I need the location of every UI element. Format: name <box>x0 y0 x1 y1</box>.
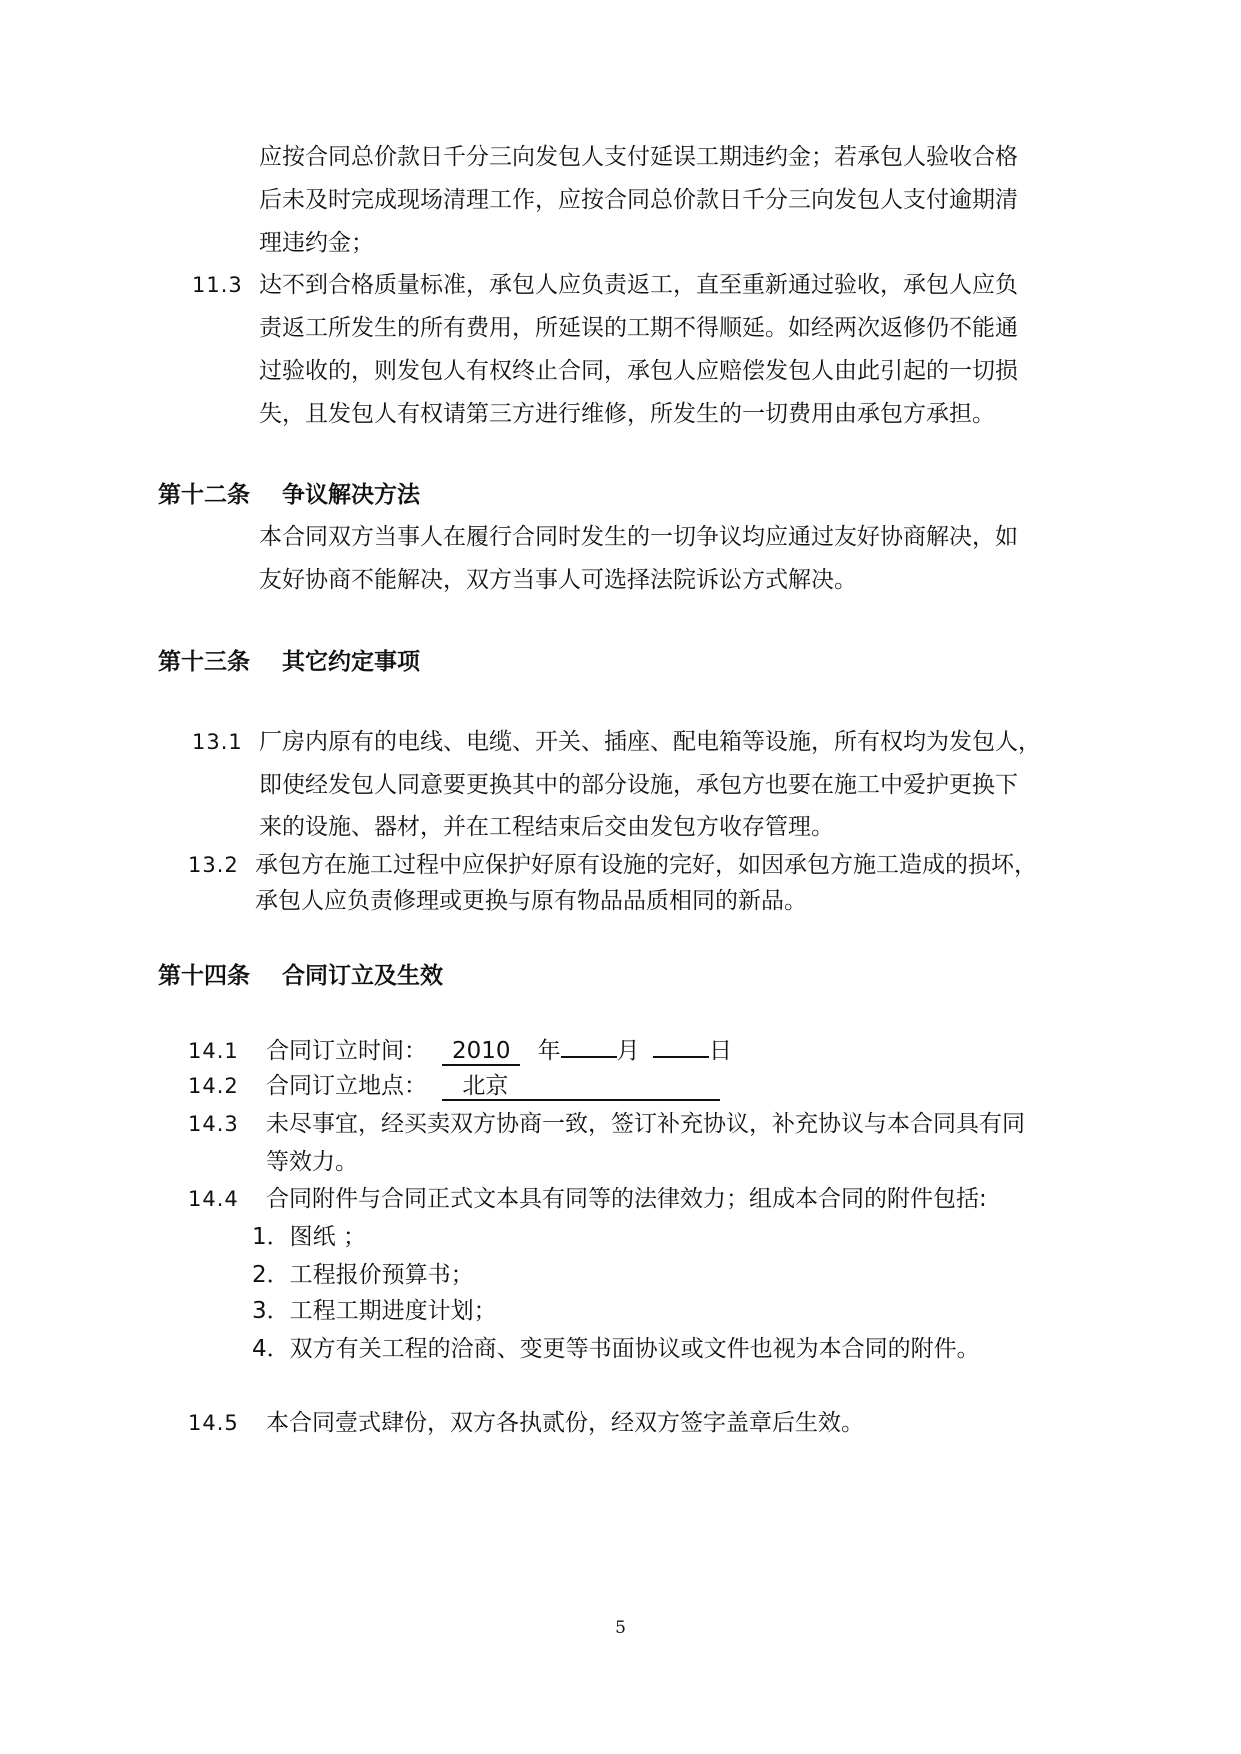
clause-number: 14.5 <box>188 1411 239 1435</box>
paragraph-line: 承包方在施工过程中应保护好原有设施的完好，如因承包方施工造成的损坏， <box>255 852 1037 878</box>
paragraph-line: 本合同双方当事人在履行合同时发生的一切争议均应通过友好协商解决，如 <box>259 524 1018 550</box>
paragraph-line: 合同附件与合同正式文本具有同等的法律效力；组成本合同的附件包括: <box>266 1186 987 1212</box>
month-field <box>561 1056 617 1058</box>
clause-number: 14.2 <box>188 1074 239 1098</box>
paragraph-line: 来的设施、器材，并在工程结束后交由发包方收存管理。 <box>259 814 834 840</box>
section-heading: 第十四条 合同订立及生效 <box>158 963 444 989</box>
clause-number: 13.2 <box>188 853 239 877</box>
paragraph-line: 本合同壹式肆份，双方各执贰份，经双方签字盖章后生效。 <box>266 1410 864 1436</box>
list-item: 2．工程报价预算书； <box>252 1262 474 1288</box>
year-unit: 年 <box>537 1038 561 1064</box>
section-heading: 第十三条 其它约定事项 <box>158 649 421 675</box>
paragraph-line: 后未及时完成现场清理工作，应按合同总价款日千分三向发包人支付逾期清 <box>259 187 1018 213</box>
year-field: 2010 <box>442 1038 520 1066</box>
date-label: 合同订立时间： <box>266 1038 427 1064</box>
list-item: 4．双方有关工程的洽商、变更等书面协议或文件也视为本合同的附件。 <box>252 1336 980 1362</box>
page-number: 5 <box>615 1618 626 1638</box>
list-item: 1．图纸 ； <box>252 1224 366 1250</box>
contract-date-row <box>266 1036 732 1066</box>
paragraph-line: 责返工所发生的所有费用，所延误的工期不得顺延。如经两次返修仍不能通 <box>259 315 1018 341</box>
paragraph-line: 等效力。 <box>266 1149 358 1175</box>
contract-place-row <box>266 1071 720 1101</box>
paragraph-line: 承包人应负责修理或更换与原有物品品质相同的新品。 <box>255 888 807 914</box>
paragraph-line: 厂房内原有的电线、电缆、开关、插座、配电箱等设施，所有权均为发包人， <box>259 729 1041 755</box>
month-unit: 月 <box>616 1038 640 1064</box>
paragraph-line: 达不到合格质量标准，承包人应负责返工，直至重新通过验收，承包人应负 <box>259 272 1018 298</box>
paragraph-line: 应按合同总价款日千分三向发包人支付延误工期违约金；若承包人验收合格 <box>259 144 1018 170</box>
list-item: 3．工程工期进度计划； <box>252 1298 497 1324</box>
clause-number: 14.3 <box>188 1112 239 1136</box>
section-heading: 第十二条 争议解决方法 <box>158 482 421 508</box>
clause-number: 13.1 <box>192 730 243 754</box>
paragraph-line: 理违约金； <box>259 230 374 256</box>
day-field <box>653 1056 709 1058</box>
place-field: 北京 <box>442 1073 720 1101</box>
clause-number: 11.3 <box>192 273 243 297</box>
paragraph-line: 失，且发包人有权请第三方进行维修，所发生的一切费用由承包方承担。 <box>259 401 995 427</box>
paragraph-line: 未尽事宜，经买卖双方协商一致，签订补充协议，补充协议与本合同具有同 <box>266 1111 1025 1137</box>
paragraph-line: 过验收的，则发包人有权终止合同，承包人应赔偿发包人由此引起的一切损 <box>259 358 1018 384</box>
day-unit: 日 <box>708 1038 732 1064</box>
clause-number: 14.1 <box>188 1039 239 1063</box>
clause-number: 14.4 <box>188 1187 239 1211</box>
paragraph-line: 即使经发包人同意要更换其中的部分设施，承包方也要在施工中爱护更换下 <box>259 772 1018 798</box>
place-label: 合同订立地点： <box>266 1073 427 1099</box>
paragraph-line: 友好协商不能解决，双方当事人可选择法院诉讼方式解决。 <box>259 567 857 593</box>
